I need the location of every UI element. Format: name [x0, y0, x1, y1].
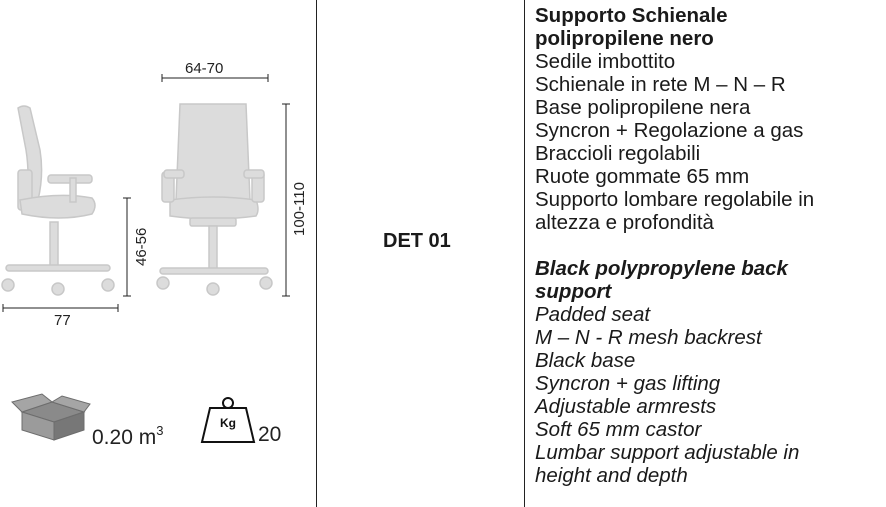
english-feature: Lumbar support adjustable in: [535, 441, 800, 464]
seat-height-dimension-label: 46-56: [133, 227, 150, 266]
english-heading-line-1: Black polypropylene back: [535, 257, 788, 280]
depth-dimension-label: 77: [54, 312, 71, 329]
english-heading-line-2: support: [535, 280, 612, 303]
weight-value: 20: [258, 423, 282, 446]
product-description: [535, 4, 880, 487]
width-dimension-label: 64-70: [185, 60, 224, 77]
english-feature: Adjustable armrests: [535, 395, 717, 418]
volume-text: 0.20 m: [92, 426, 157, 449]
italian-feature: Supporto lombare regolabile in: [535, 188, 815, 211]
english-feature: Padded seat: [535, 303, 651, 326]
right-divider: [524, 0, 525, 507]
italian-feature: Base polipropilene nera: [535, 96, 751, 119]
english-feature: Soft 65 mm castor: [535, 418, 702, 441]
english-feature: M – N - R mesh backrest: [535, 326, 762, 349]
weight-unit-label: Kg: [220, 416, 236, 430]
english-feature: Syncron + gas lifting: [535, 372, 721, 395]
english-feature: Black base: [535, 349, 636, 372]
chair-front-view: [157, 104, 272, 295]
italian-heading-line-1: Supporto Schienale: [535, 4, 728, 27]
english-feature: height and depth: [535, 464, 688, 487]
italian-feature: altezza e profondità: [535, 211, 714, 234]
total-height-dimension-label: 100-110: [291, 182, 308, 236]
product-code: DET 01: [383, 230, 451, 252]
italian-heading-line-2: polipropilene nero: [535, 27, 714, 50]
italian-feature: Ruote gommate 65 mm: [535, 165, 750, 188]
italian-feature: Syncron + Regolazione a gas: [535, 119, 804, 142]
box-icon: [12, 394, 90, 440]
volume-value: [92, 423, 163, 450]
section-gap: [535, 234, 880, 257]
volume-exponent: 3: [156, 423, 164, 438]
italian-feature: Braccioli regolabili: [535, 142, 701, 165]
italian-feature: Sedile imbottito: [535, 50, 676, 73]
italian-feature: Schienale in rete M – N – R: [535, 73, 786, 96]
chair-side-view: [2, 106, 114, 295]
